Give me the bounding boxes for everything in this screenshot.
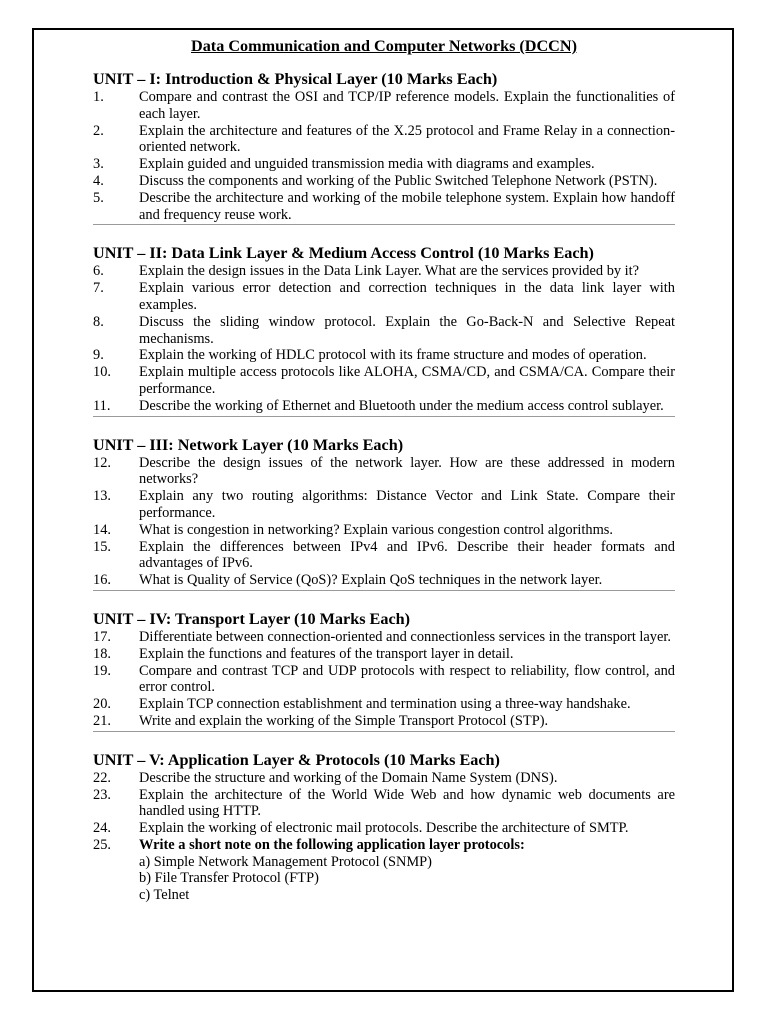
question-item xyxy=(93,837,675,904)
question-text: Describe the architecture and working of the mobile telephone system. Explain how handoff and frequency reuse work. xyxy=(139,189,675,223)
question-text: Compare and contrast TCP and UDP protocols with respect to reliability, flow control, and error control. xyxy=(139,662,675,696)
question-text: What is congestion in networking? Explain various congestion control algorithms. xyxy=(139,521,613,538)
unit-section-1 xyxy=(93,69,675,225)
question-list xyxy=(93,629,675,730)
question-number: 1. xyxy=(93,89,104,105)
question-item xyxy=(93,364,675,398)
section-divider xyxy=(93,731,675,732)
question-item xyxy=(93,522,675,539)
question-number: 21. xyxy=(93,712,111,729)
question-number: 11. xyxy=(93,397,111,414)
sub-item: a) Simple Network Management Protocol (SNMP) xyxy=(139,853,432,870)
question-text: Differentiate between connection-oriented and connectionless services in the transport layer. xyxy=(139,628,671,645)
question-text: Describe the design issues of the network layer. How are these addressed in modern networks? xyxy=(139,454,675,488)
question-text: Explain various error detection and correction techniques in the data link layer with examples. xyxy=(139,280,675,313)
question-number: 14. xyxy=(93,521,111,538)
unit-heading: UNIT – I: Introduction & Physical Layer (10 Marks Each) xyxy=(93,70,498,88)
question-text: Write and explain the working of the Simple Transport Protocol (STP). xyxy=(139,712,549,729)
question-text: Compare and contrast the OSI and TCP/IP reference models. Explain the functionalities of each layer. xyxy=(139,89,675,122)
question-item xyxy=(93,770,675,787)
units-container xyxy=(93,69,675,904)
question-number: 25. xyxy=(93,836,111,853)
question-item xyxy=(93,646,675,663)
question-number: 20. xyxy=(93,696,111,713)
unit-heading: UNIT – II: Data Link Layer & Medium Access Control (10 Marks Each) xyxy=(93,244,594,263)
question-text: Discuss the components and working of the Public Switched Telephone Network (PSTN). xyxy=(139,172,658,189)
question-text: Explain the working of electronic mail protocols. Describe the architecture of SMTP. xyxy=(139,820,629,837)
question-text: Explain the architecture and features of the X.25 protocol and Frame Relay in a connection-oriented network. xyxy=(139,122,675,156)
question-item xyxy=(93,629,675,646)
unit-heading: UNIT – IV: Transport Layer (10 Marks Each) xyxy=(93,609,411,628)
question-number: 5. xyxy=(93,189,104,206)
question-number: 13. xyxy=(93,488,111,505)
document-content xyxy=(93,36,675,904)
question-item xyxy=(93,314,675,348)
question-item xyxy=(93,787,675,821)
question-item xyxy=(93,539,675,573)
question-text: Explain the working of HDLC protocol with its frame structure and modes of operation. xyxy=(139,347,647,364)
sub-item-list xyxy=(139,854,675,904)
question-number: 7. xyxy=(93,280,104,297)
question-text: Explain the design issues in the Data Link Layer. What are the services provided by it? xyxy=(139,263,640,280)
question-number: 15. xyxy=(93,538,111,555)
question-number: 4. xyxy=(93,172,104,189)
question-item xyxy=(93,572,675,589)
question-text: Explain the architecture of the World Wide Web and how dynamic web documents are handled using HTTP. xyxy=(139,786,675,820)
unit-section-3 xyxy=(93,435,675,591)
question-number: 18. xyxy=(93,645,111,662)
question-item xyxy=(93,190,675,224)
question-text: What is Quality of Service (QoS)? Explain QoS techniques in the network layer. xyxy=(139,572,603,589)
question-text: Explain guided and unguided transmission media with diagrams and examples. xyxy=(139,156,595,173)
question-list xyxy=(93,455,675,589)
question-number: 16. xyxy=(93,572,111,589)
section-divider xyxy=(93,224,675,225)
question-text: Describe the working of Ethernet and Bluetooth under the medium access control sublayer. xyxy=(139,397,664,414)
question-item xyxy=(93,280,675,314)
question-list xyxy=(93,89,675,223)
question-item xyxy=(93,398,675,415)
question-item xyxy=(93,455,675,489)
unit-heading: UNIT – III: Network Layer (10 Marks Each) xyxy=(93,435,404,454)
question-number: 17. xyxy=(93,628,111,645)
question-text: Explain the functions and features of the transport layer in detail. xyxy=(139,645,514,662)
unit-section-5 xyxy=(93,750,675,904)
question-number: 8. xyxy=(93,313,104,330)
question-number: 24. xyxy=(93,820,111,837)
question-number: 6. xyxy=(93,263,104,280)
question-list xyxy=(93,263,675,414)
section-divider xyxy=(93,590,675,591)
question-text: Write a short note on the following application layer protocols: xyxy=(139,836,525,853)
question-item xyxy=(93,173,675,190)
unit-section-2 xyxy=(93,243,675,416)
question-item xyxy=(93,347,675,364)
question-number: 9. xyxy=(93,347,104,364)
sub-item: b) File Transfer Protocol (FTP) xyxy=(139,870,319,887)
question-item xyxy=(93,156,675,173)
unit-heading: UNIT – V: Application Layer & Protocols (10 Marks Each) xyxy=(93,750,500,769)
question-number: 3. xyxy=(93,156,104,173)
question-number: 19. xyxy=(93,662,111,679)
question-text: Explain any two routing algorithms: Distance Vector and Link State. Compare their performance. xyxy=(139,488,675,521)
document-title: Data Communication and Computer Networks (DCCN) xyxy=(191,37,577,55)
question-number: 22. xyxy=(93,769,111,786)
sub-item: c) Telnet xyxy=(139,887,190,904)
question-text: Explain TCP connection establishment and termination using a three-way handshake. xyxy=(139,696,631,713)
question-item xyxy=(93,820,675,837)
unit-section-4 xyxy=(93,609,675,732)
section-divider xyxy=(93,416,675,417)
question-number: 10. xyxy=(93,364,111,381)
question-number: 2. xyxy=(93,122,104,139)
question-item xyxy=(93,713,675,730)
question-item xyxy=(93,123,675,157)
question-item xyxy=(93,488,675,522)
question-list xyxy=(93,770,675,904)
question-number: 23. xyxy=(93,786,111,803)
question-item xyxy=(93,663,675,697)
question-text: Explain multiple access protocols like ALOHA, CSMA/CD, and CSMA/CA. Compare their performance. xyxy=(139,364,675,397)
question-text: Explain the differences between IPv4 and IPv6. Describe their header formats and advantages of IPv6. xyxy=(139,538,675,572)
question-text: Discuss the sliding window protocol. Explain the Go-Back-N and Selective Repeat mechanisms. xyxy=(139,313,675,347)
question-item xyxy=(93,696,675,713)
question-number: 12. xyxy=(93,454,111,471)
question-item xyxy=(93,263,675,280)
question-item xyxy=(93,89,675,123)
question-text: Describe the structure and working of the Domain Name System (DNS). xyxy=(139,769,558,786)
